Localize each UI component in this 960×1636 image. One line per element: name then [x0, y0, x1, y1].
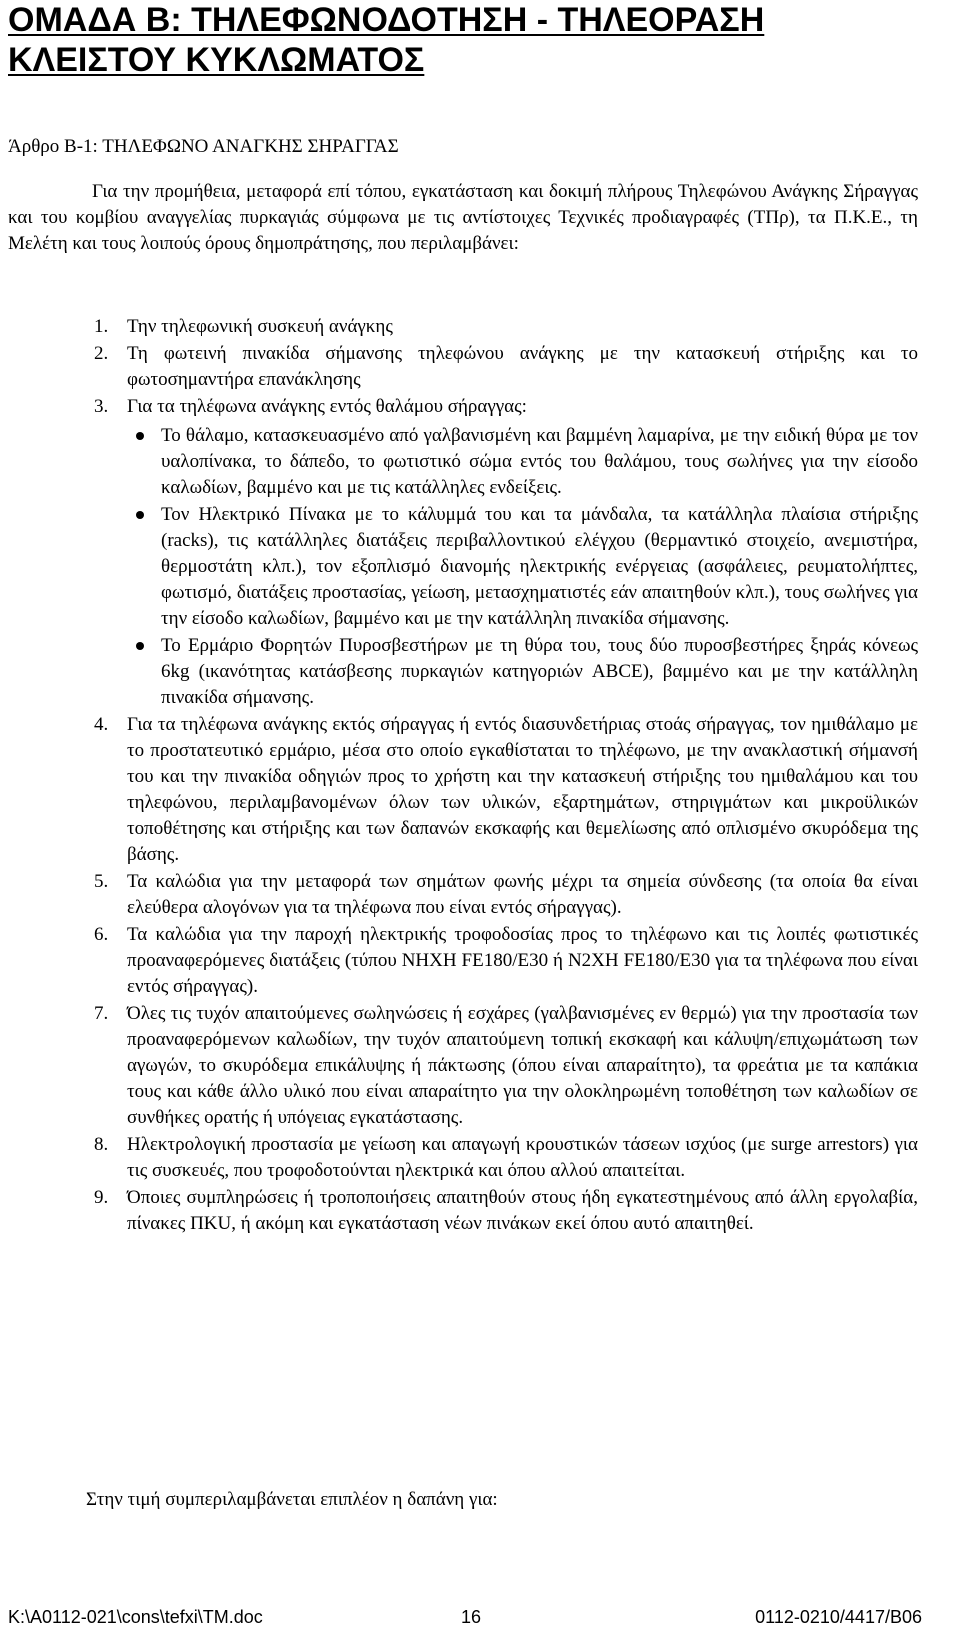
item-text: Όποιες συμπληρώσεις ή τροποποιήσεις απαιτηθούν στους ήδη εγκατεστημένους από άλλη εργολαβία, πίνακες ΠΚU, ή ακόμη και εγκατάσταση νέων πινάκων εκεί όπου αυτό απαιτηθεί. [127, 1187, 918, 1234]
list-item [8, 1132, 918, 1184]
bullet-icon [136, 432, 144, 440]
bullet-item [8, 633, 918, 711]
item-text: Για τα τηλέφωνα ανάγκης εντός θαλάμου σήραγγας: [127, 396, 527, 417]
title-line-1: ΟΜΑΔΑ Β: ΤΗΛΕΦΩΝΟΔΟΤΗΣΗ - ΤΗΛΕΟΡΑΣΗ [8, 1, 765, 39]
item-text: Ηλεκτρολογική προστασία με γείωση και απαγωγή κρουστικών τάσεων ισχύος (με surge arrestors) για τις συσκευές, που τροφοδοτούνται ηλεκτρικά και όπου αλλού απαιτείται. [127, 1134, 918, 1181]
item-number: 1. [94, 316, 109, 337]
page-footer [0, 1604, 960, 1630]
footer-file-path: K:\A0112-021\cons\tefxi\TM.doc [8, 1607, 263, 1627]
bullet-text: Τον Ηλεκτρικό Πίνακα με το κάλυμμά του και τα μάνδαλα, τα κατάλληλα πλαίσια στήριξης (racks), τις κατάλληλες διατάξεις περιβαλλοντικού ελέγχου (θερμαντικό στοιχείο, ανεμιστήρα, θερμοστάτη κλπ.), τον εξοπλισμό διανομής ηλεκτρικής ενέργειας (ασφάλειες, ρευματολήπτες, φωτισμό, διατάξεις προστασίας, γείωση, μετασχηματιστές εάν απαιτηθούν κλπ.), τους σωλήνες για την είσοδο καλωδίων, βαμμένο και με την κατάλληλη πινακίδα σήμανσης. [161, 504, 918, 629]
item-number: 8. [94, 1134, 109, 1155]
bullet-list [127, 423, 918, 711]
item-number: 4. [94, 714, 109, 735]
bullet-icon [136, 642, 144, 650]
list-item [8, 341, 918, 393]
article-heading: Άρθρο Β-1: ΤΗΛΕΦΩΝΟ ΑΝΑΓΚΗΣ ΣΗΡΑΓΓΑΣ [8, 136, 399, 157]
document-title [8, 0, 948, 80]
item-text: Για τα τηλέφωνα ανάγκης εκτός σήραγγας ή εντός διασυνδετήριας στοάς σήραγγας, τον ημιθάλαμο με το προστατευτικό ερμάριο, μέσα στο οποίο εγκαθίσταται το τηλέφωνο, με την ανακλαστική σήμανσή του και την πινακίδα οδηγιών προς το χρήστη και την κατασκευή στήριξης του ημιθαλάμου και του τηλεφώνου, περιλαμβανομένων όλων των υλικών, εξαρτημάτων, στηριγμάτων και μικροϋλικών τοποθέτησης και στήριξης και των δαπανών εκσκαφής και θεμελίωσης από οπλισμένο σκυρόδεμα της βάσης. [127, 714, 918, 865]
list-item [8, 869, 918, 921]
footer-document-code: 0112-0210/4417/B06 [755, 1607, 922, 1627]
item-number: 9. [94, 1187, 109, 1208]
item-text: Την τηλεφωνική συσκευή ανάγκης [127, 316, 393, 337]
item-text: Τα καλώδια για την παροχή ηλεκτρικής τροφοδοσίας προς το τηλέφωνο και τις λοιπές φωτιστικές προαναφερόμενες διατάξεις (τύπου NHXH FE180/E30 ή N2XH FE180/E30 για τα τηλέφωνα που είναι εντός σήραγγας). [127, 924, 918, 997]
list-item [8, 314, 918, 340]
closing-sentence: Στην τιμή συμπεριλαμβάνεται επιπλέον η δαπάνη για: [86, 1489, 498, 1510]
list-item [8, 394, 918, 711]
title-line-2: ΚΛΕΙΣΤΟΥ ΚΥΚΛΩΜΑΤΟΣ [8, 41, 425, 79]
item-text: Τα καλώδια για την μεταφορά των σημάτων φωνής μέχρι τα σημεία σύνδεσης (τα οποία θα είναι ελεύθερα αλογόνων για τα τηλέφωνα που είναι εντός σήραγγας). [127, 871, 918, 918]
list-item [8, 1001, 918, 1131]
item-text: Τη φωτεινή πινακίδα σήμανσης τηλεφώνου ανάγκης με την κατασκευή στήριξης και το φωτοσημαντήρα επανάκλησης [127, 343, 918, 390]
list-item [8, 922, 918, 1000]
bullet-item [8, 423, 918, 501]
bullet-text: Το θάλαμο, κατασκευασμένο από γαλβανισμένη και βαμμένη λαμαρίνα, με την ειδική θύρα με τον υαλοπίνακα, το δάπεδο, το φωτιστικό σώμα εντός του θαλάμου, τους σωλήνες για την είσοδο καλωδίων, βαμμένο και με τις κατάλληλες ενδείξεις. [161, 425, 918, 498]
item-number: 6. [94, 924, 109, 945]
list-item [8, 1185, 918, 1237]
item-text: Όλες τις τυχόν απαιτούμενες σωληνώσεις ή εσχάρες (γαλβανισμένες εν θερμώ) για την προστασία των προαναφερόμενων καλωδίων, την τυχόν απαιτούμενη τοπική εκσκαφή και κάλυψη/επιχωμάτωση των αγωγών, το σκυρόδεμα επικάλυψης ή πάκτωσης (όπου είναι απαραίτητο), τα φρεάτια με τα καπάκια τους και κάθε άλλο υλικό που είναι απαραίτητο για την ολοκληρωμένη τοποθέτηση των καλωδίων σε συνθήκες ορατής ή υπόγειας εγκατάστασης. [127, 1003, 918, 1128]
item-number: 2. [94, 343, 109, 364]
bullet-item [8, 502, 918, 632]
bullet-text: Το Ερμάριο Φορητών Πυροσβεστήρων με τη θύρα του, τους δύο πυροσβεστήρες ξηράς κόνεως 6kg (ικανότητας κατάσβεσης πυρκαγιών κατηγοριών ABCE), βαμμένο και με την κατάλληλη πινακίδα σήμανσης. [161, 635, 918, 708]
item-number: 7. [94, 1003, 109, 1024]
footer-page-number: 16 [461, 1607, 482, 1627]
item-number: 3. [94, 396, 109, 417]
list-item [8, 712, 918, 868]
bullet-icon [136, 511, 144, 519]
item-number: 5. [94, 871, 109, 892]
intro-paragraph: Για την προμήθεια, μεταφορά επί τόπου, εγκατάσταση και δοκιμή πλήρους Τηλεφώνου Ανάγκης Σήραγγας και του κομβίου αναγγελίας πυρκαγιάς σύμφωνα με τις αντίστοιχες Τεχνικές προδιαγραφές (ΤΠρ), τα Π.Κ.Ε., τη Μελέτη και τους λοιπούς όρους δημοπράτησης, που περιλαμβάνει: [8, 181, 918, 254]
numbered-list [8, 314, 918, 1238]
